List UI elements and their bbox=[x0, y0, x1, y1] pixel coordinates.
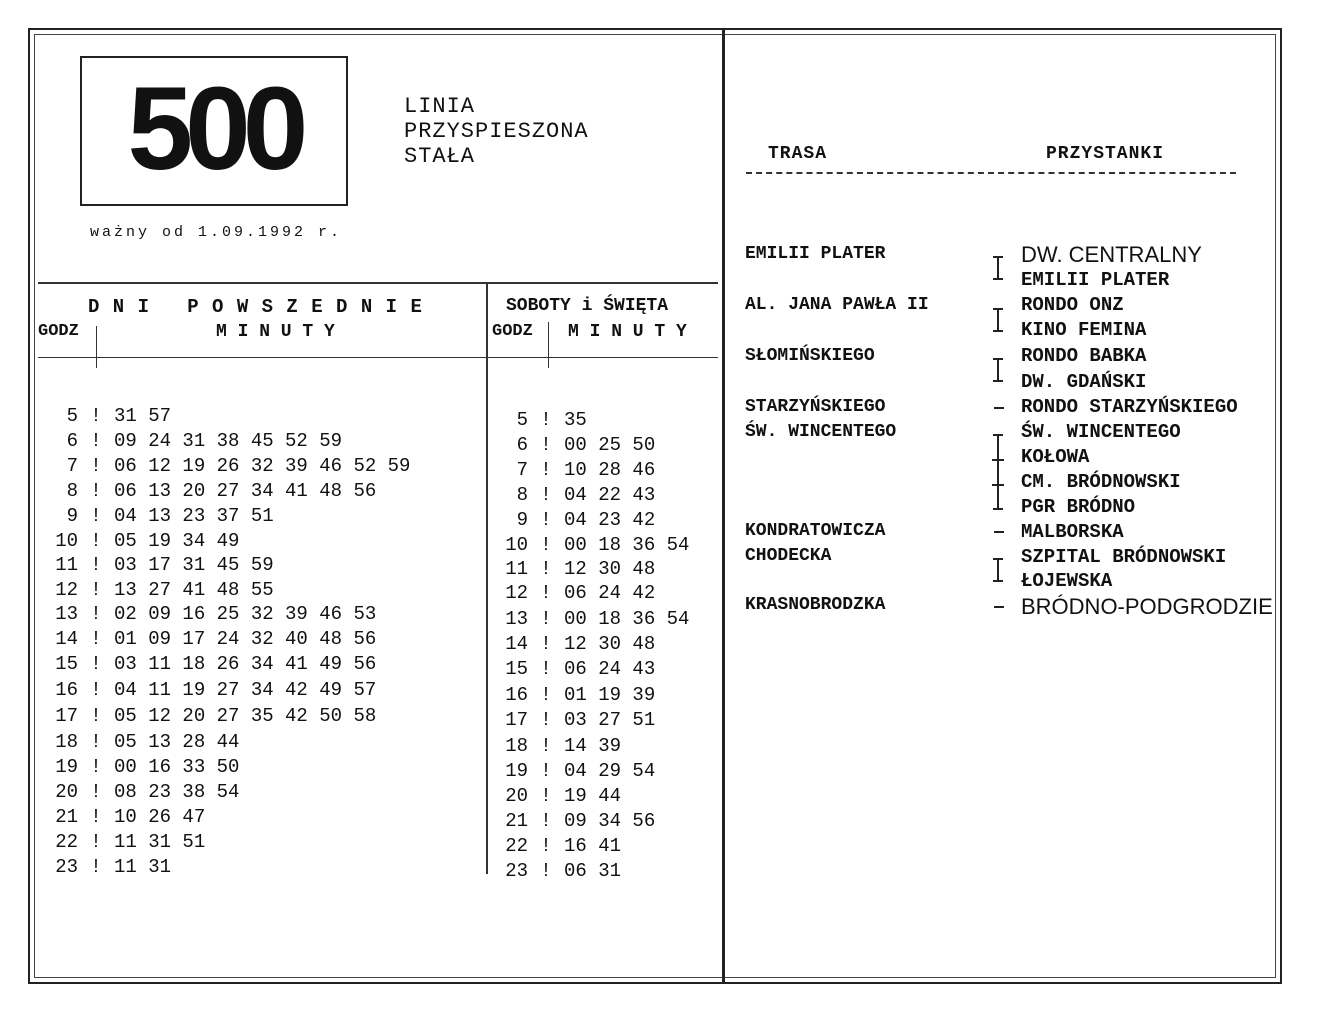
minutes-cell: 02 09 16 25 32 39 46 53 bbox=[114, 603, 377, 625]
weekend-row: 14 ! 12 30 48 bbox=[505, 633, 656, 655]
minutes-cell: 03 11 18 26 34 41 49 56 bbox=[114, 653, 377, 675]
hour-cell: 18 bbox=[55, 731, 78, 753]
minutes-cell: 00 18 36 54 bbox=[564, 608, 690, 630]
weekday-row: 15 ! 03 11 18 26 34 41 49 56 bbox=[50, 652, 376, 676]
weekend-row: 23 ! 06 31 bbox=[505, 860, 622, 882]
stop-item: RONDO STARZYŃSKIEGO bbox=[1021, 396, 1238, 418]
minutes-cell: 06 24 42 bbox=[564, 582, 656, 604]
center-divider bbox=[722, 30, 725, 984]
weekdays-minutes-label: M I N U T Y bbox=[216, 322, 335, 342]
minutes-cell: 00 25 50 bbox=[564, 434, 656, 456]
minutes-cell: 00 18 36 54 bbox=[564, 534, 690, 556]
minutes-cell: 11 31 51 bbox=[114, 831, 206, 853]
minutes-cell: 04 22 43 bbox=[564, 484, 656, 506]
stop-connector bbox=[997, 434, 1007, 510]
route-header: TRASA bbox=[768, 144, 828, 164]
weekend-row: 13 ! 00 18 36 54 bbox=[505, 608, 690, 630]
stop-item: DW. CENTRALNY bbox=[1021, 242, 1202, 267]
minutes-cell: 04 23 42 bbox=[564, 509, 656, 531]
hour-cell: 23 bbox=[505, 860, 528, 882]
minutes-cell: 10 26 47 bbox=[114, 806, 206, 828]
minutes-cell: 01 09 17 24 32 40 48 56 bbox=[114, 628, 377, 650]
hour-cell: 6 bbox=[516, 434, 528, 456]
weekend-row: 22 ! 16 41 bbox=[505, 835, 622, 857]
stop-connector bbox=[992, 459, 1004, 461]
stop-connector bbox=[992, 484, 1004, 486]
stop-item: ŁOJEWSKA bbox=[1021, 570, 1113, 592]
minutes-cell: 12 30 48 bbox=[564, 558, 656, 580]
hour-cell: 21 bbox=[505, 810, 528, 832]
minutes-cell: 12 30 48 bbox=[564, 633, 656, 655]
line-number: 500 bbox=[127, 63, 301, 195]
hour-cell: 18 bbox=[505, 735, 528, 757]
weekday-row: 14 ! 01 09 17 24 32 40 48 56 bbox=[50, 627, 376, 651]
weekend-row: 9 ! 04 23 42 bbox=[504, 508, 655, 532]
stop-item: DW. GDAŃSKI bbox=[1021, 371, 1147, 393]
weekend-row: 11 ! 12 30 48 bbox=[505, 558, 656, 580]
hour-cell: 9 bbox=[66, 505, 78, 527]
hour-cell: 19 bbox=[505, 760, 528, 782]
weekday-row: 22 ! 11 31 51 bbox=[50, 830, 205, 854]
stop-item: ŚW. WINCENTEGO bbox=[1021, 421, 1181, 443]
line-type bbox=[404, 94, 589, 169]
hour-cell: 10 bbox=[505, 534, 528, 556]
hour-cell: 13 bbox=[55, 603, 78, 625]
hour-cell: 15 bbox=[505, 658, 528, 680]
hour-cell: 16 bbox=[55, 679, 78, 701]
line-type-1: LINIA bbox=[404, 94, 476, 119]
minutes-cell: 08 23 38 54 bbox=[114, 781, 240, 803]
hour-cell: 21 bbox=[55, 806, 78, 828]
weekday-row: 18 ! 05 13 28 44 bbox=[50, 730, 239, 754]
stop-item: RONDO BABKA bbox=[1021, 345, 1147, 367]
weekends-title: SOBOTY i ŚWIĘTA bbox=[506, 296, 669, 316]
hour-cell: 23 bbox=[55, 856, 78, 878]
minutes-cell: 09 24 31 38 45 52 59 bbox=[114, 430, 343, 452]
weekend-row: 5 ! 35 bbox=[504, 408, 587, 432]
weekends-minutes-label: M I N U T Y bbox=[568, 322, 687, 342]
minutes-cell: 00 16 33 50 bbox=[114, 756, 240, 778]
minutes-cell: 09 34 56 bbox=[564, 810, 656, 832]
hour-cell: 22 bbox=[505, 835, 528, 857]
stop-connector bbox=[997, 308, 1007, 332]
stop-connector bbox=[994, 407, 1004, 409]
weekday-row: 19 ! 00 16 33 50 bbox=[50, 755, 239, 779]
hour-cell: 6 bbox=[66, 430, 78, 452]
stop-item: SZPITAL BRÓDNOWSKI bbox=[1021, 546, 1227, 568]
minutes-cell: 05 12 20 27 35 42 50 58 bbox=[114, 705, 377, 727]
weekday-row: 5 ! 31 57 bbox=[50, 404, 171, 428]
minutes-cell: 35 bbox=[564, 409, 587, 431]
stop-connector bbox=[997, 558, 1007, 582]
timetable-top-rule bbox=[38, 282, 718, 284]
weekend-godz-divider bbox=[548, 322, 549, 368]
weekday-row: 20 ! 08 23 38 54 bbox=[50, 780, 239, 804]
minutes-cell: 05 19 34 49 bbox=[114, 530, 240, 552]
weekday-row: 6 ! 09 24 31 38 45 52 59 bbox=[50, 429, 342, 453]
minutes-cell: 05 13 28 44 bbox=[114, 731, 240, 753]
weekend-row: 7 ! 10 28 46 bbox=[504, 458, 655, 482]
valid-from: ważny od 1.09.1992 r. bbox=[90, 224, 343, 241]
hour-cell: 9 bbox=[516, 509, 528, 531]
hour-cell: 10 bbox=[55, 530, 78, 552]
weekday-godz-divider bbox=[96, 326, 97, 368]
hour-cell: 14 bbox=[55, 628, 78, 650]
weekend-row: 16 ! 01 19 39 bbox=[505, 684, 656, 706]
stop-connector bbox=[994, 606, 1004, 608]
hour-cell: 11 bbox=[505, 558, 528, 580]
line-type-3: STAŁA bbox=[404, 144, 476, 169]
line-number-box bbox=[80, 56, 348, 206]
weekends-hour-label: GODZ bbox=[492, 322, 533, 341]
weekday-row: 8 ! 06 13 20 27 34 41 48 56 bbox=[50, 479, 376, 503]
hour-cell: 11 bbox=[55, 554, 78, 576]
hour-cell: 5 bbox=[66, 405, 78, 427]
stop-item: KOŁOWA bbox=[1021, 446, 1090, 468]
minutes-cell: 14 39 bbox=[564, 735, 622, 757]
weekday-row: 9 ! 04 13 23 37 51 bbox=[50, 504, 274, 528]
weekend-row: 19 ! 04 29 54 bbox=[505, 760, 656, 782]
weekday-row: 10 ! 05 19 34 49 bbox=[50, 529, 239, 553]
street-item: KRASNOBRODZKA bbox=[745, 595, 886, 615]
minutes-cell: 04 11 19 27 34 42 49 57 bbox=[114, 679, 377, 701]
stops-header: PRZYSTANKI bbox=[1046, 144, 1165, 164]
weekday-row: 12 ! 13 27 41 48 55 bbox=[50, 578, 274, 602]
hour-cell: 12 bbox=[505, 582, 528, 604]
hour-cell: 7 bbox=[516, 459, 528, 481]
weekend-row: 15 ! 06 24 43 bbox=[505, 658, 656, 680]
weekend-row: 12 ! 06 24 42 bbox=[505, 582, 656, 604]
stop-item: CM. BRÓDNOWSKI bbox=[1021, 471, 1181, 493]
weekend-row: 17 ! 03 27 51 bbox=[505, 709, 656, 731]
hour-cell: 8 bbox=[66, 480, 78, 502]
hour-cell: 17 bbox=[505, 709, 528, 731]
minutes-cell: 03 27 51 bbox=[564, 709, 656, 731]
minutes-cell: 10 28 46 bbox=[564, 459, 656, 481]
weekend-row: 10 ! 00 18 36 54 bbox=[505, 534, 690, 556]
weekdays-title: D N I P O W S Z E D N I E bbox=[88, 296, 423, 318]
hour-cell: 13 bbox=[505, 608, 528, 630]
minutes-cell: 01 19 39 bbox=[564, 684, 656, 706]
hour-cell: 22 bbox=[55, 831, 78, 853]
weekday-row: 13 ! 02 09 16 25 32 39 46 53 bbox=[50, 602, 376, 626]
weekday-row: 7 ! 06 12 19 26 32 39 46 52 59 bbox=[50, 454, 410, 478]
minutes-cell: 06 12 19 26 32 39 46 52 59 bbox=[114, 455, 411, 477]
stop-connector bbox=[997, 358, 1007, 382]
stop-connector bbox=[994, 531, 1004, 533]
weekday-row: 16 ! 04 11 19 27 34 42 49 57 bbox=[50, 678, 376, 702]
hour-cell: 16 bbox=[505, 684, 528, 706]
hour-cell: 19 bbox=[55, 756, 78, 778]
stop-item: BRÓDNO-PODGRODZIE bbox=[1021, 594, 1273, 619]
street-item: CHODECKA bbox=[745, 546, 832, 566]
weekend-row: 6 ! 00 25 50 bbox=[504, 433, 655, 457]
weekend-row: 21 ! 09 34 56 bbox=[505, 810, 656, 832]
minutes-cell: 19 44 bbox=[564, 785, 622, 807]
street-item: KONDRATOWICZA bbox=[745, 521, 886, 541]
stop-item: KINO FEMINA bbox=[1021, 319, 1147, 341]
weekday-row: 21 ! 10 26 47 bbox=[50, 805, 205, 829]
timetable-header-rule bbox=[38, 357, 718, 358]
hour-cell: 8 bbox=[516, 484, 528, 506]
minutes-cell: 31 57 bbox=[114, 405, 172, 427]
hour-cell: 20 bbox=[505, 785, 528, 807]
street-item: AL. JANA PAWŁA II bbox=[745, 295, 929, 315]
minutes-cell: 11 31 bbox=[114, 856, 172, 878]
weekdays-hour-label: GODZ bbox=[38, 322, 79, 341]
hour-cell: 12 bbox=[55, 579, 78, 601]
weekend-row: 18 ! 14 39 bbox=[505, 735, 622, 757]
weekday-row: 17 ! 05 12 20 27 35 42 50 58 bbox=[50, 704, 376, 728]
street-item: ŚW. WINCENTEGO bbox=[745, 422, 897, 442]
minutes-cell: 13 27 41 48 55 bbox=[114, 579, 274, 601]
hour-cell: 14 bbox=[505, 633, 528, 655]
minutes-cell: 03 17 31 45 59 bbox=[114, 554, 274, 576]
weekday-row: 11 ! 03 17 31 45 59 bbox=[50, 553, 274, 577]
minutes-cell: 06 31 bbox=[564, 860, 622, 882]
street-item: EMILII PLATER bbox=[745, 244, 886, 264]
minutes-cell: 16 41 bbox=[564, 835, 622, 857]
street-item: STARZYŃSKIEGO bbox=[745, 397, 886, 417]
stop-item: RONDO ONZ bbox=[1021, 294, 1124, 316]
weekend-row: 8 ! 04 22 43 bbox=[504, 483, 655, 507]
minutes-cell: 04 13 23 37 51 bbox=[114, 505, 274, 527]
hour-cell: 17 bbox=[55, 705, 78, 727]
hour-cell: 15 bbox=[55, 653, 78, 675]
street-item: SŁOMIŃSKIEGO bbox=[745, 346, 875, 366]
line-type-2: PRZYSPIESZONA bbox=[404, 119, 589, 144]
weekday-row: 23 ! 11 31 bbox=[50, 855, 171, 879]
route-header-rule bbox=[746, 172, 1236, 174]
stop-connector bbox=[997, 256, 1007, 280]
hour-cell: 5 bbox=[516, 409, 528, 431]
stop-item: MALBORSKA bbox=[1021, 521, 1124, 543]
weekday-weekend-divider bbox=[486, 282, 488, 874]
stop-item: PGR BRÓDNO bbox=[1021, 496, 1136, 518]
minutes-cell: 04 29 54 bbox=[564, 760, 656, 782]
weekend-row: 20 ! 19 44 bbox=[505, 785, 622, 807]
minutes-cell: 06 13 20 27 34 41 48 56 bbox=[114, 480, 377, 502]
hour-cell: 20 bbox=[55, 781, 78, 803]
hour-cell: 7 bbox=[66, 455, 78, 477]
minutes-cell: 06 24 43 bbox=[564, 658, 656, 680]
stop-item: EMILII PLATER bbox=[1021, 269, 1170, 291]
